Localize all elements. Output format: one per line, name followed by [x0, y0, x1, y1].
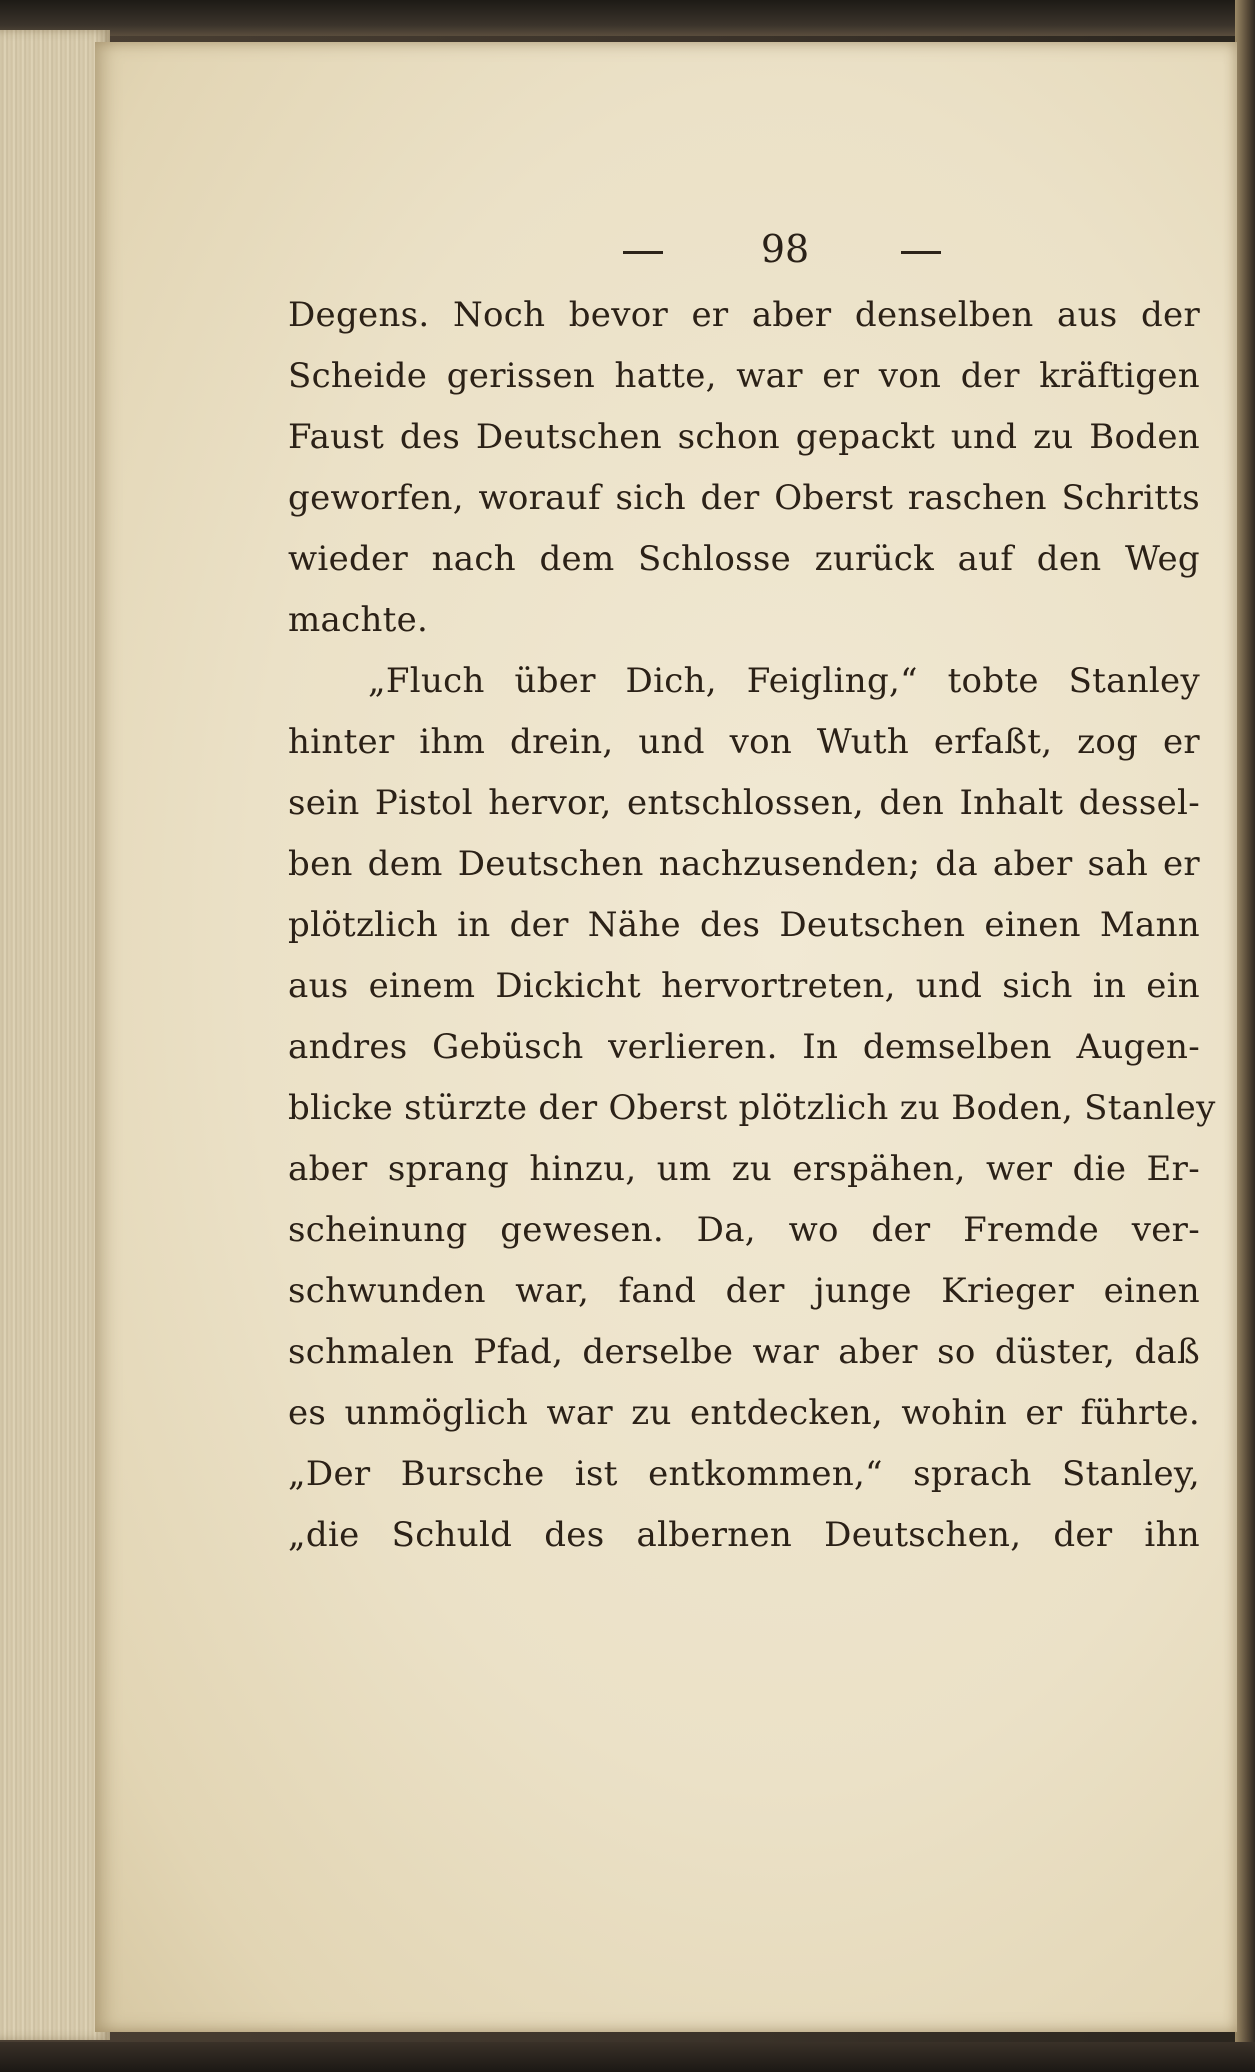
text-line: wieder nach dem Schlosse zurück auf den Weg — [288, 539, 1200, 579]
text-line: „Fluch über Dich, Feigling,“ tobte Stanley — [368, 661, 1200, 701]
text-line: geworfen, worauf sich der Oberst raschen Schritts — [288, 478, 1200, 518]
text-line: Degens. Noch bevor er aber denselben aus der — [288, 295, 1200, 335]
text-line: schmalen Pfad, derselbe war aber so düster, daß — [288, 1332, 1200, 1372]
header-dash-left — [623, 251, 663, 254]
book-cover-right-edge — [1235, 0, 1255, 2072]
text-line: Faust des Deutschen schon gepackt und zu Boden — [288, 417, 1200, 457]
text-line: Scheide gerissen hatte, war er von der kräftigen — [288, 356, 1200, 396]
text-line: sein Pistol hervor, entschlossen, den Inhalt dessel- — [288, 783, 1200, 823]
text-line: machte. — [288, 600, 429, 640]
text-line: scheinung gewesen. Da, wo der Fremde ver- — [288, 1210, 1200, 1250]
page-number: 98 — [760, 227, 810, 271]
text-line: ben dem Deutschen nachzusenden; da aber sah er — [288, 844, 1200, 884]
text-line: plötzlich in der Nähe des Deutschen einen Mann — [288, 905, 1200, 945]
text-line: blicke stürzte der Oberst plötzlich zu Boden, Stanley — [288, 1088, 1216, 1128]
text-line: „die Schuld des albernen Deutschen, der ihn — [288, 1515, 1200, 1555]
text-line: schwunden war, fand der junge Krieger einen — [288, 1271, 1200, 1311]
page-stack-edge — [0, 30, 110, 2040]
page-header — [95, 217, 1237, 277]
text-line: „Der Bursche ist entkommen,“ sprach Stanley, — [288, 1454, 1200, 1494]
book-cover-top-edge — [0, 0, 1255, 36]
book-cover-bottom-edge — [0, 2042, 1255, 2072]
body-text — [288, 285, 1216, 1566]
text-line: es unmöglich war zu entdecken, wohin er führte. — [288, 1393, 1200, 1433]
text-line: hinter ihm drein, und von Wuth erfaßt, zog er — [288, 722, 1200, 762]
text-line: andres Gebüsch verlieren. In demselben Augen- — [288, 1027, 1200, 1067]
text-line: aus einem Dickicht hervortreten, und sich in ein — [288, 966, 1200, 1006]
text-line: aber sprang hinzu, um zu erspähen, wer die Er- — [288, 1149, 1200, 1189]
header-dash-right — [901, 251, 941, 254]
